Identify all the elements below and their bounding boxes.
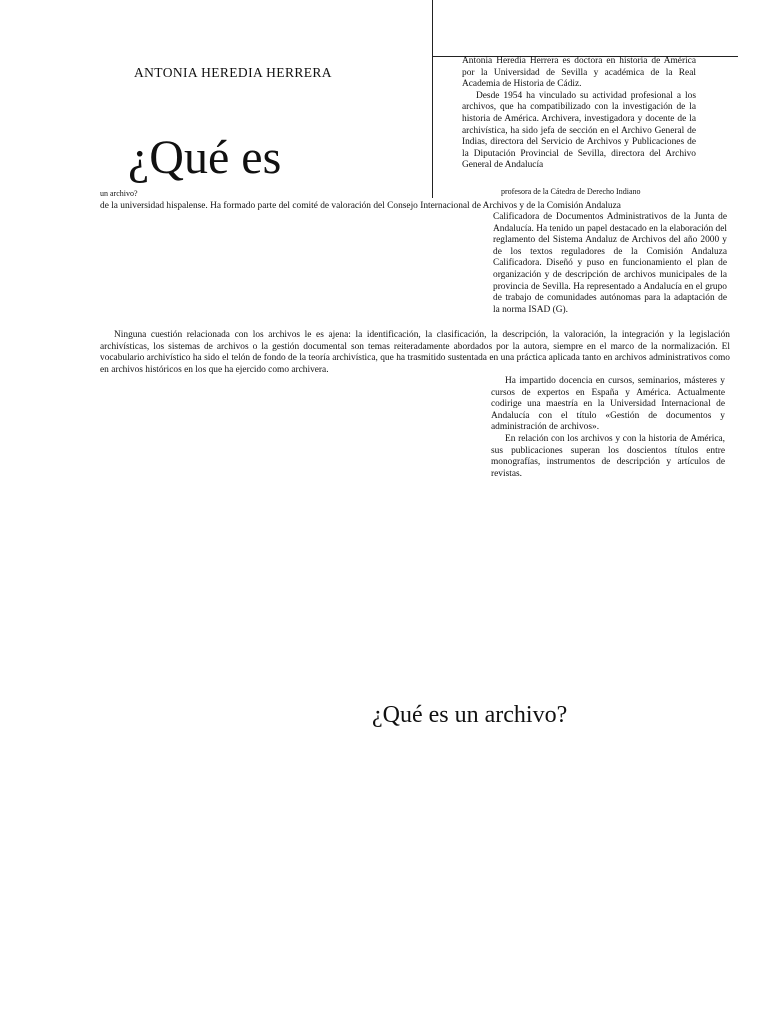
cover-title: ¿Qué es bbox=[128, 131, 282, 184]
bio-paragraph: Antonia Heredia Herrera es doctora en historia de América por la Universidad de Sevilla y académica de la Real Academia de Historia de Cádiz. bbox=[462, 56, 696, 90]
bio-full-line: de la universidad hispalense. Ha formado parte del comité de valoración del Consejo Internacional de Archivos y de la Comisión Andaluza bbox=[100, 201, 621, 211]
author-name: ANTONIA HEREDIA HERRERA bbox=[134, 65, 332, 80]
bio-paragraph: Ha impartido docencia en cursos, seminarios, másteres y cursos de expertos en España y América. Actualmente codirige una maestría en la Universidad Internacional de Andalucía con el título «Gestión de documentos y administración de archivos». bbox=[491, 376, 725, 433]
main-paragraph bbox=[100, 330, 730, 376]
bio-overlap-line: profesora de la Cátedra de Derecho Indiano bbox=[501, 187, 641, 196]
bio-column-3 bbox=[491, 376, 725, 480]
bio-paragraph: Calificadora de Documentos Administrativos de la Junta de Andalucía. Ha tenido un papel destacado en la elaboración del reglamento del Sistema Andaluz de Archivos del año 2000 y de los textos reguladores de la Comisión Andaluza Calificadora. Diseñó y puso en funcionamiento el plan de organización y de descripción de archivos municipales de la provincia de Sevilla. Ha representado a Andalucía en el grupo de trabajo de comunidades autónomas para la adaptación de la norma ISAD (G). bbox=[493, 212, 727, 315]
bio-column-1 bbox=[462, 56, 696, 172]
vertical-rule bbox=[432, 0, 433, 198]
bio-column-2 bbox=[493, 212, 727, 316]
bio-paragraph: Desde 1954 ha vinculado su actividad profesional a los archivos, que ha compatibilizado con la investigación de la historia de América. Archivera, investigadora y docente de la archivística, ha sido jefa de sección en el Archivo General de Indias, directora del Servicio de Archivos y Publicaciones de la Diputación Provincial de Sevilla, directora del Archivo General de Andalucía bbox=[462, 90, 696, 171]
book-title: ¿Qué es un archivo? bbox=[372, 702, 568, 728]
main-paragraph-text: Ninguna cuestión relacionada con los archivos le es ajena: la identificación, la clasificación, la descripción, la valoración, la integración y la legislación archivísticas, los sistemas de archivos o la gestión documental son temas reiteradamente abordados por la autora, siempre en el marco de la normalización. El vocabulario archivístico ha sido el telón de fondo de la teoría archivística, que ha trasmitido sustentada en una práctica aplicada tanto en archivos administrativos como en archivos históricos en los que ha ejercido como archivera. bbox=[100, 330, 730, 375]
title-fragment: un archivo? bbox=[100, 189, 138, 198]
bio-paragraph: En relación con los archivos y con la historia de América, sus publicaciones superan los doscientos títulos entre monografías, instrumentos de descripción y artículos de revistas. bbox=[491, 433, 725, 479]
